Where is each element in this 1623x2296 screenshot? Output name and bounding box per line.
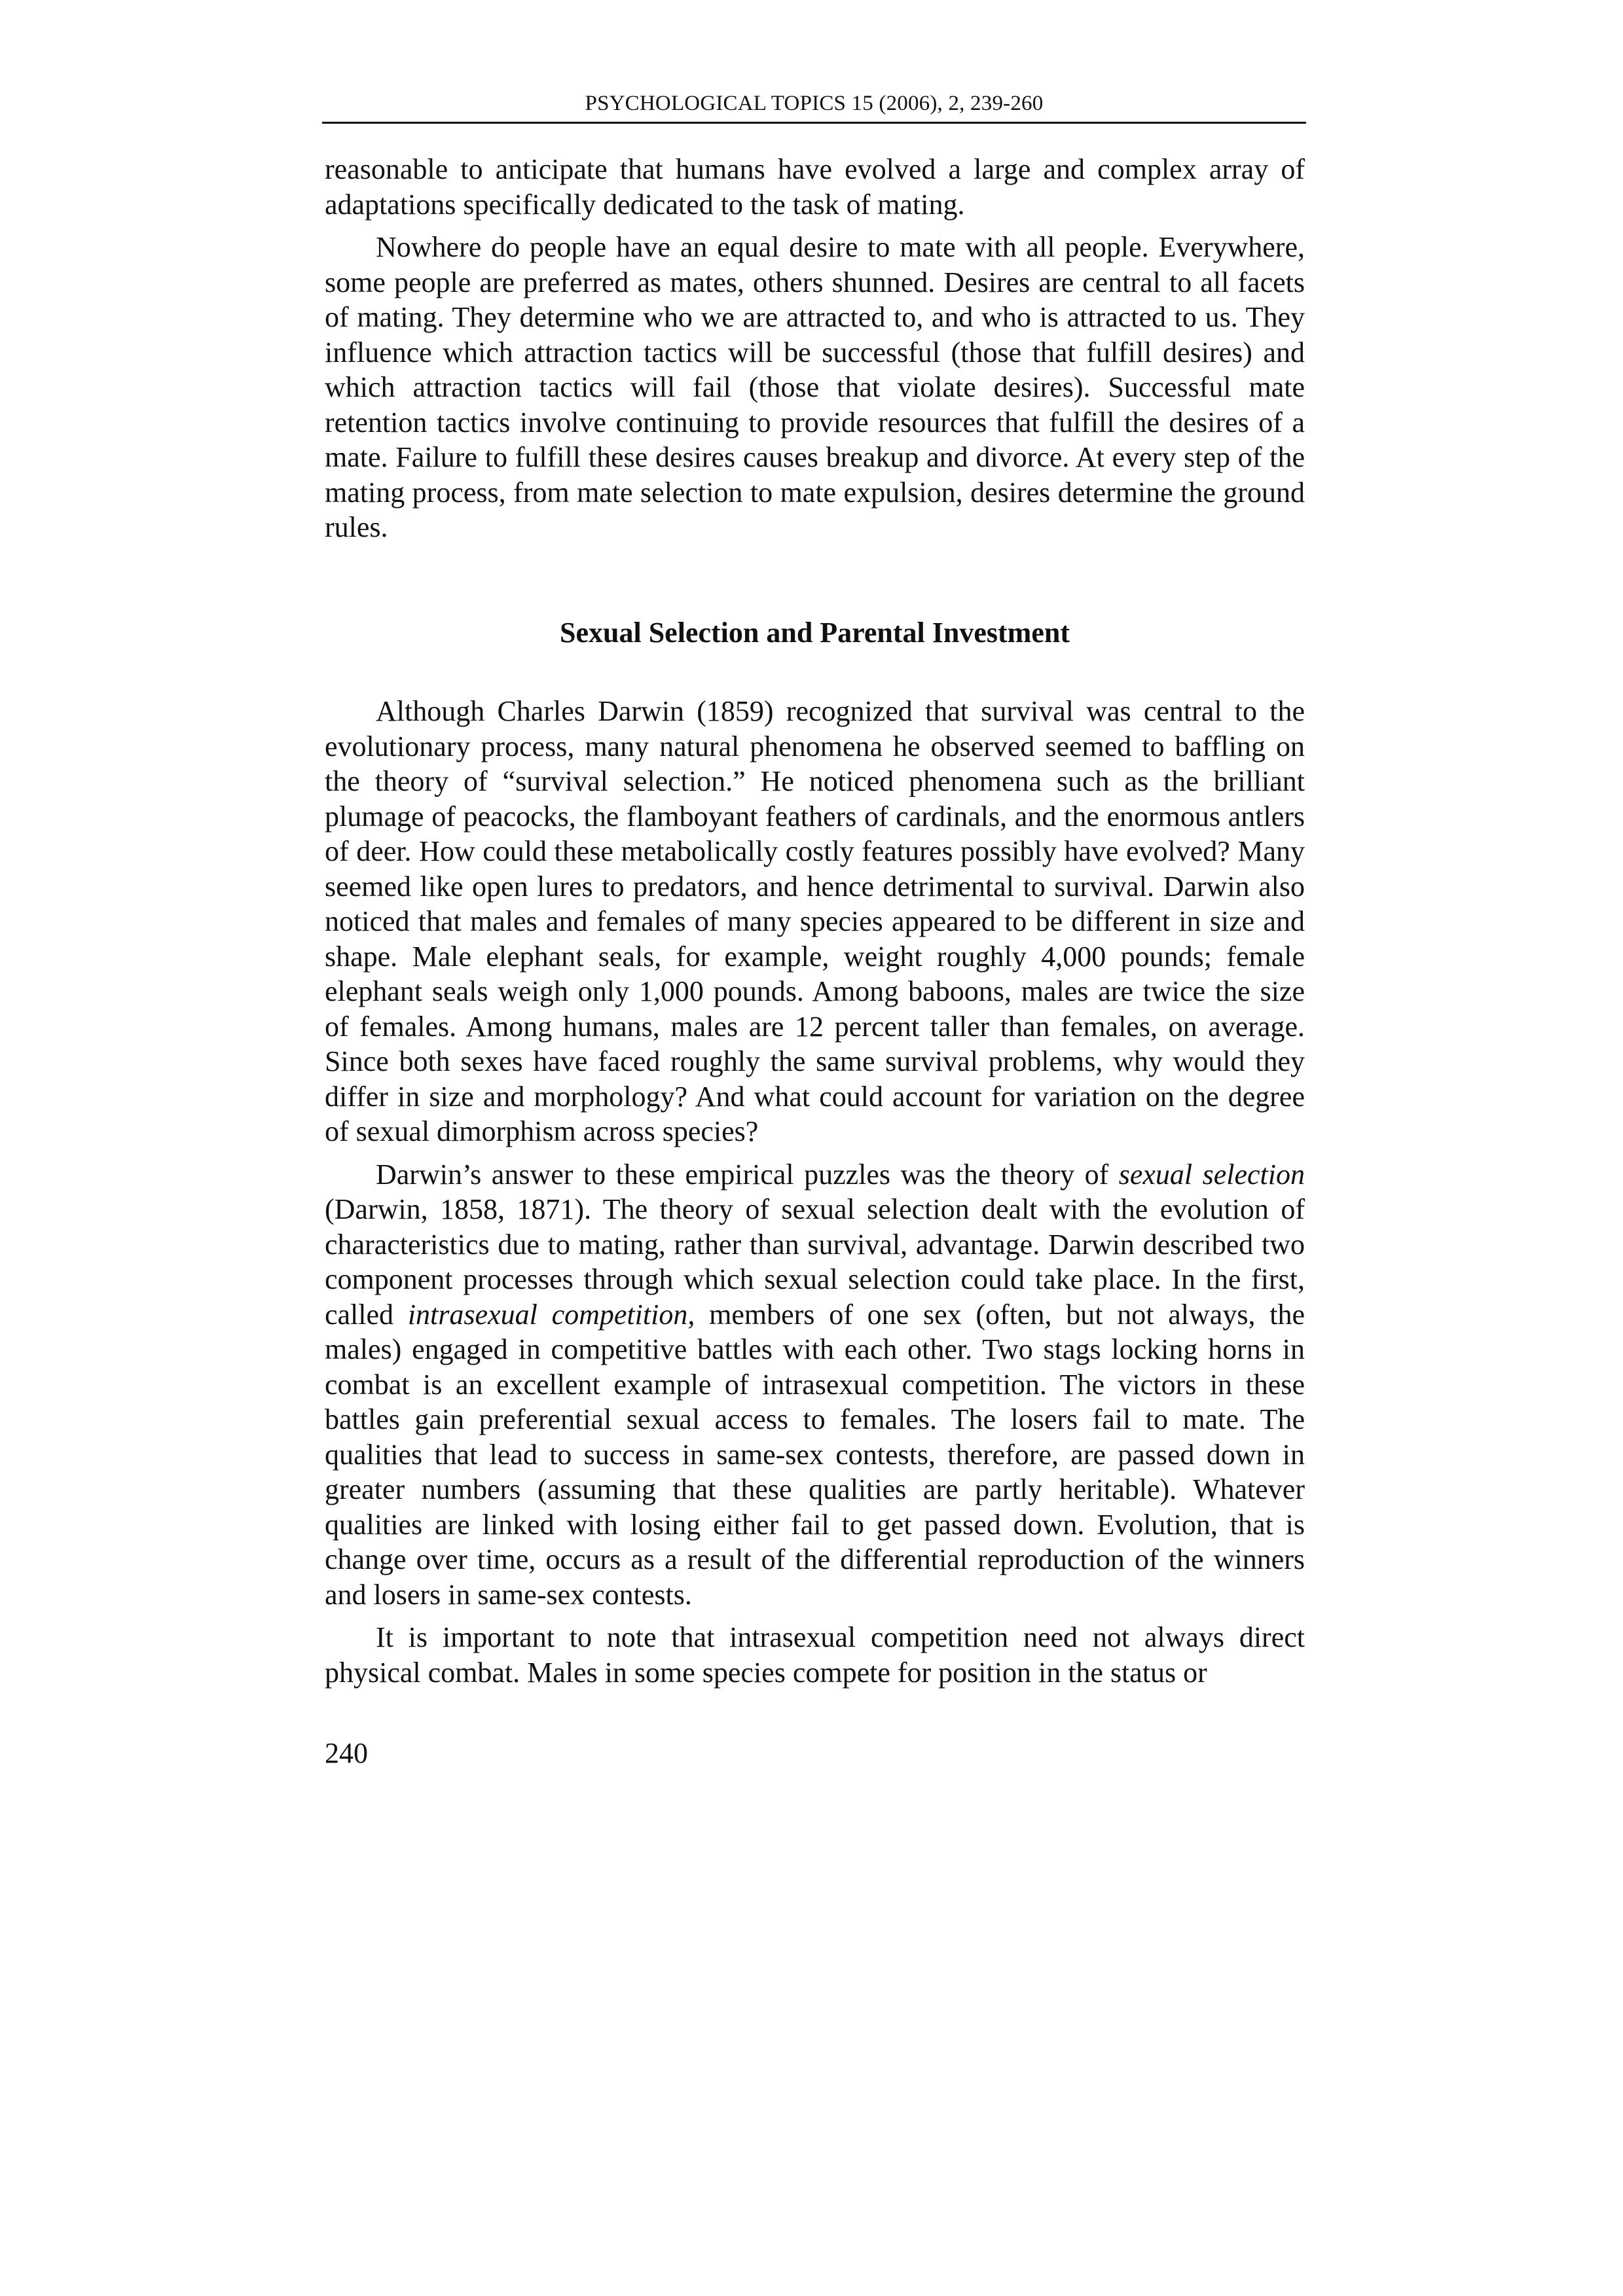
paragraph-4-text-c: , members of one sex (often, but not always, the males) engaged in competitive battles with each other. Two stags locking horns in combat is an excellent example of intrasexual competition. The victors in these battles gain preferential sexual access to females. The losers fail to mate. The qualities that lead to success in same-sex contests, therefore, are passed down in greater numbers (assuming that these qualities are partly heritable). Whatever qualities are linked with losing either fail to get passed down. Evolution, that is change over time, occurs as a result of the differential reproduction of the winners and losers in same-sex contests. — [325, 1298, 1305, 1611]
paragraph-4-text-a: Darwin’s answer to these empirical puzzles was the theory of — [376, 1158, 1119, 1191]
paragraph-5: It is important to note that intrasexual competition need not always direct physical combat. Males in some species compete for position in the status or — [325, 1621, 1305, 1689]
term-intrasexual-competition: intrasexual competition — [407, 1298, 688, 1331]
section-heading: Sexual Selection and Parental Investment — [560, 616, 1070, 649]
paragraph-3: Although Charles Darwin (1859) recognized that survival was central to the evolutionary process, many natural phenomena he observed seemed to baffling on the theory of “survival selection.” He noticed phenomena such as the brilliant plumage of peacocks, the flamboyant feathers of cardinals, and the enormous antlers of deer. How could these metabolically costly features possibly have evolved? Many seemed like open lures to predators, and hence detrimental to survival. Darwin also noticed that males and females of many species appeared to be different in size and shape. Male elephant seals, for example, weight roughly 4,000 pounds; female elephant seals weigh only 1,000 pounds. Among baboons, males are twice the size of females. Among humans, males are 12 percent taller than females, on average. Since both sexes have faced roughly the same survival problems, why would they differ in size and morphology? And what could account for variation on the degree of sexual dimorphism across species? — [325, 695, 1305, 1147]
page-number: 240 — [325, 1737, 368, 1769]
paragraph-4-text-b: (Darwin, 1858, 1871). The theory of sexual selection dealt with the evolution of characteristics due to mating, rather than survival, advantage. Darwin described two component processes through which sexual selection could take place. In the first, called — [325, 1193, 1305, 1331]
paragraph-2: Nowhere do people have an equal desire to mate with all people. Everywhere, some people are preferred as mates, others shunned. Desires are central to all facets of mating. They determine who we are attracted to, and who is attracted to us. They influence which attraction tactics will be successful (those that fulfill desires) and which attraction tactics will fail (those that violate desires). Successful mate retention tactics involve continuing to provide resources that fulfill the desires of a mate. Failure to fulfill these desires causes breakup and divorce. At every step of the mating process, from mate selection to mate expulsion, desires determine the ground rules. — [325, 231, 1305, 543]
term-sexual-selection: sexual selection — [1118, 1158, 1305, 1191]
body-text — [325, 152, 1305, 1690]
paragraph-4 — [325, 1157, 1305, 1613]
running-header: PSYCHOLOGICAL TOPICS 15 (2006), 2, 239-260 — [585, 92, 1044, 115]
header-rule — [322, 122, 1306, 124]
paragraph-1: reasonable to anticipate that humans have evolved a large and complex array of adaptations specifically dedicated to the task of mating. — [325, 153, 1305, 221]
